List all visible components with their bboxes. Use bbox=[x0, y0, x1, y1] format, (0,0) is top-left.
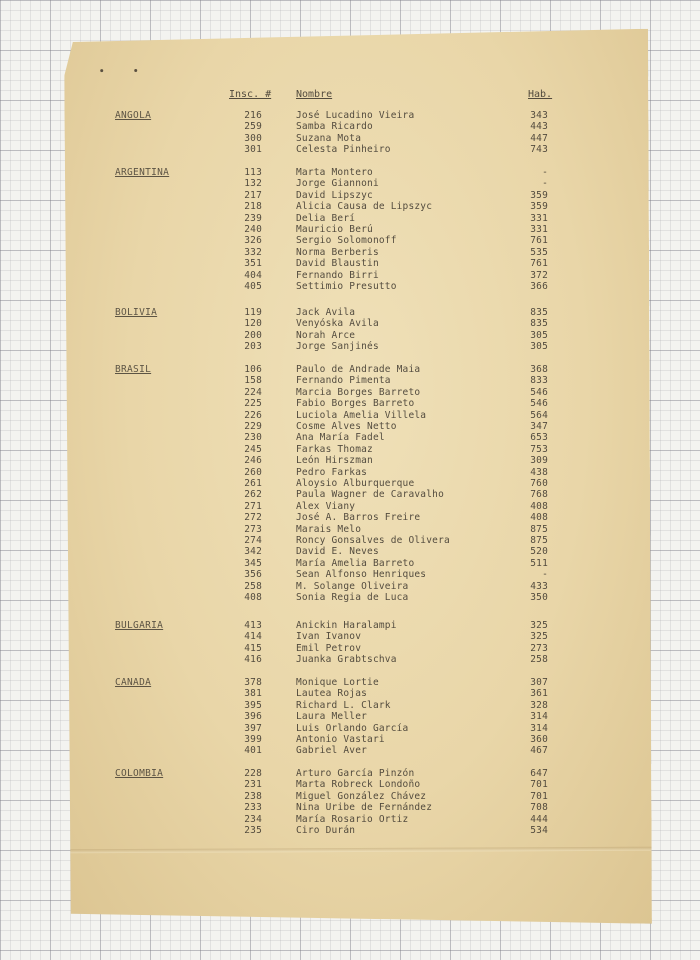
room-number: 331 bbox=[530, 212, 548, 224]
registration-number: 238 bbox=[244, 790, 262, 802]
registration-number: 415 bbox=[244, 642, 262, 654]
registration-number: 408 bbox=[244, 592, 262, 603]
participant-row bbox=[0, 734, 700, 745]
room-number: 753 bbox=[530, 443, 548, 455]
room-number: 761 bbox=[530, 235, 548, 247]
room-number: 305 bbox=[530, 329, 548, 341]
participant-row bbox=[0, 375, 700, 386]
participant-row bbox=[0, 654, 700, 665]
participant-name: Arturo García Pinzón bbox=[296, 768, 415, 779]
room-number: 314 bbox=[530, 722, 548, 734]
participant-row bbox=[0, 144, 700, 155]
room-number: 325 bbox=[530, 620, 548, 631]
participant-row bbox=[0, 802, 700, 813]
participant-name: M. Solange Oliveira bbox=[296, 580, 409, 592]
registration-number: 259 bbox=[244, 121, 262, 133]
participant-name: María Rosario Ortiz bbox=[296, 813, 409, 825]
room-number: - bbox=[542, 178, 548, 190]
participant-row bbox=[0, 569, 700, 580]
participant-name: Sean Alfonso Henriques bbox=[296, 569, 427, 581]
country-label: BRASIL bbox=[115, 364, 152, 375]
participant-row bbox=[0, 501, 700, 512]
registration-number: 258 bbox=[244, 580, 262, 592]
participant-row bbox=[0, 235, 700, 246]
participant-name: Antonio Vastari bbox=[296, 734, 385, 745]
participant-name: Paula Wagner de Caravalho bbox=[296, 489, 444, 501]
registration-number: 229 bbox=[244, 421, 262, 432]
participant-row bbox=[0, 643, 700, 654]
room-number: 743 bbox=[530, 144, 548, 156]
room-number: 366 bbox=[530, 281, 548, 292]
room-number: 564 bbox=[530, 409, 548, 421]
room-number: 314 bbox=[530, 711, 548, 723]
participant-name: Venyóska Avila bbox=[296, 318, 379, 330]
participant-name: David Lipszyc bbox=[296, 189, 373, 201]
registration-number: 235 bbox=[244, 825, 262, 836]
registration-number: 228 bbox=[244, 768, 262, 779]
registration-number: 273 bbox=[244, 523, 262, 535]
room-number: 309 bbox=[530, 455, 548, 467]
participant-row bbox=[0, 178, 700, 189]
participant-name: Lautea Rojas bbox=[296, 688, 368, 700]
participant-row bbox=[0, 133, 700, 144]
room-number: 647 bbox=[530, 768, 548, 779]
room-number: 835 bbox=[530, 307, 548, 318]
registration-number: 396 bbox=[244, 711, 262, 723]
registration-number: 262 bbox=[244, 489, 262, 501]
registration-number: 218 bbox=[244, 201, 262, 213]
registration-number: 119 bbox=[244, 307, 262, 318]
room-number: 258 bbox=[530, 654, 548, 666]
registration-number: 356 bbox=[244, 569, 262, 581]
registration-number: 401 bbox=[244, 745, 262, 757]
registration-number: 301 bbox=[244, 144, 262, 156]
participant-name: José Lucadino Vieira bbox=[296, 110, 415, 121]
paper-fold bbox=[68, 847, 652, 854]
participant-row bbox=[0, 330, 700, 341]
participant-name: Luis Orlando García bbox=[296, 722, 409, 734]
punch-hole bbox=[100, 69, 103, 72]
participant-name: Juanka Grabtschva bbox=[296, 654, 397, 666]
registration-number: 405 bbox=[244, 281, 262, 292]
registration-number: 397 bbox=[244, 722, 262, 734]
registration-number: 224 bbox=[244, 386, 262, 398]
room-number: - bbox=[542, 569, 548, 581]
participant-row bbox=[0, 723, 700, 734]
room-number: 534 bbox=[530, 825, 548, 836]
participant-name: Cosme Alves Netto bbox=[296, 421, 397, 432]
room-number: 273 bbox=[530, 642, 548, 654]
participant-row bbox=[0, 167, 700, 178]
participant-row bbox=[0, 700, 700, 711]
participant-name: Settimio Presutto bbox=[296, 281, 397, 292]
registration-number: 113 bbox=[244, 167, 262, 178]
room-number: 359 bbox=[530, 201, 548, 213]
registration-number: 395 bbox=[244, 699, 262, 711]
participant-row bbox=[0, 432, 700, 443]
participant-row bbox=[0, 814, 700, 825]
country-label: ARGENTINA bbox=[115, 167, 170, 178]
room-number: 875 bbox=[530, 535, 548, 546]
room-number: 408 bbox=[530, 500, 548, 512]
room-number: 307 bbox=[530, 677, 548, 688]
participant-name: Jorge Sanjinés bbox=[296, 341, 379, 353]
room-number: 760 bbox=[530, 478, 548, 489]
participant-row bbox=[0, 791, 700, 802]
room-number: 467 bbox=[530, 745, 548, 757]
participant-row bbox=[0, 688, 700, 699]
participant-name: Sergio Solomonoff bbox=[296, 235, 397, 247]
registration-number: 120 bbox=[244, 318, 262, 330]
room-number: 443 bbox=[530, 121, 548, 133]
room-number: 546 bbox=[530, 386, 548, 398]
participant-name: Monique Lortie bbox=[296, 677, 379, 688]
registration-number: 132 bbox=[244, 178, 262, 190]
participant-name: Emil Petrov bbox=[296, 642, 362, 654]
participant-row bbox=[0, 190, 700, 201]
participant-row bbox=[0, 341, 700, 352]
registration-number: 332 bbox=[244, 246, 262, 258]
participant-name: Celesta Pinheiro bbox=[296, 144, 391, 156]
registration-number: 260 bbox=[244, 466, 262, 478]
participant-name: Anickin Haralampi bbox=[296, 620, 397, 631]
room-number: 325 bbox=[530, 631, 548, 643]
participant-row bbox=[0, 524, 700, 535]
participant-row bbox=[0, 779, 700, 790]
room-number: 361 bbox=[530, 688, 548, 700]
participant-name: Delia Berí bbox=[296, 212, 356, 224]
participant-row bbox=[0, 364, 700, 375]
room-number: 835 bbox=[530, 318, 548, 330]
registration-number: 404 bbox=[244, 269, 262, 281]
country-label: BOLIVIA bbox=[115, 307, 158, 318]
registration-number: 217 bbox=[244, 189, 262, 201]
registration-number: 225 bbox=[244, 398, 262, 410]
participant-row bbox=[0, 247, 700, 258]
participant-name: Paulo de Andrade Maia bbox=[296, 364, 421, 375]
participant-row bbox=[0, 512, 700, 523]
room-number: 708 bbox=[530, 802, 548, 814]
registration-number: 230 bbox=[244, 432, 262, 444]
header-nombre: Nombre bbox=[296, 89, 333, 100]
room-number: 438 bbox=[530, 466, 548, 478]
registration-number: 216 bbox=[244, 110, 262, 121]
registration-number: 245 bbox=[244, 443, 262, 455]
room-number: 546 bbox=[530, 398, 548, 410]
participant-name: Nina Uribe de Fernández bbox=[296, 802, 433, 814]
participant-name: Fabio Borges Barreto bbox=[296, 398, 415, 410]
participant-row bbox=[0, 398, 700, 409]
registration-number: 378 bbox=[244, 677, 262, 688]
registration-number: 399 bbox=[244, 734, 262, 745]
participant-row bbox=[0, 592, 700, 603]
room-number: 875 bbox=[530, 523, 548, 535]
room-number: 653 bbox=[530, 432, 548, 444]
country-label: CANADA bbox=[115, 677, 152, 688]
registration-number: 351 bbox=[244, 258, 262, 270]
participant-row bbox=[0, 201, 700, 212]
participant-row bbox=[0, 825, 700, 836]
participant-row bbox=[0, 281, 700, 292]
participant-row bbox=[0, 270, 700, 281]
participant-name: Gabriel Aver bbox=[296, 745, 368, 757]
room-number: 444 bbox=[530, 813, 548, 825]
participant-name: Marta Montero bbox=[296, 167, 373, 178]
participant-name: Jorge Giannoni bbox=[296, 178, 379, 190]
participant-name: Fernando Pimenta bbox=[296, 375, 391, 387]
participant-row bbox=[0, 478, 700, 489]
participant-name: Jack Avila bbox=[296, 307, 356, 318]
participant-row bbox=[0, 318, 700, 329]
participant-name: Marcia Borges Barreto bbox=[296, 386, 421, 398]
room-number: 360 bbox=[530, 734, 548, 745]
registration-number: 231 bbox=[244, 779, 262, 791]
country-label: BULGARIA bbox=[115, 620, 164, 631]
registration-number: 345 bbox=[244, 557, 262, 569]
participant-row bbox=[0, 224, 700, 235]
participant-name: Farkas Thomaz bbox=[296, 443, 373, 455]
registration-number: 416 bbox=[244, 654, 262, 666]
participant-name: Pedro Farkas bbox=[296, 466, 368, 478]
participant-name: Sonia Regia de Luca bbox=[296, 592, 409, 603]
participant-row bbox=[0, 258, 700, 269]
participant-name: Miguel González Chávez bbox=[296, 790, 427, 802]
registration-number: 414 bbox=[244, 631, 262, 643]
participant-name: Aloysio Alburquerque bbox=[296, 478, 415, 489]
participant-name: Roncy Gonsalves de Olivera bbox=[296, 535, 450, 546]
registration-number: 272 bbox=[244, 512, 262, 524]
room-number: 372 bbox=[530, 269, 548, 281]
participant-name: Alicia Causa de Lipszyc bbox=[296, 201, 433, 213]
room-number: 761 bbox=[530, 258, 548, 270]
registration-number: 326 bbox=[244, 235, 262, 247]
participant-name: León Hirszman bbox=[296, 455, 373, 467]
participant-row bbox=[0, 213, 700, 224]
country-label: COLOMBIA bbox=[115, 768, 164, 779]
participant-name: Norah Arce bbox=[296, 329, 356, 341]
punch-hole bbox=[134, 69, 137, 72]
header-hab: Hab. bbox=[528, 89, 553, 100]
room-number: 535 bbox=[530, 246, 548, 258]
room-number: 347 bbox=[530, 421, 548, 432]
registration-number: 106 bbox=[244, 364, 262, 375]
registration-number: 239 bbox=[244, 212, 262, 224]
participant-name: Fernando Birri bbox=[296, 269, 379, 281]
participant-row bbox=[0, 711, 700, 722]
room-number: 331 bbox=[530, 224, 548, 235]
room-number: 343 bbox=[530, 110, 548, 121]
registration-number: 342 bbox=[244, 546, 262, 558]
country-label: ANGOLA bbox=[115, 110, 152, 121]
registration-number: 300 bbox=[244, 132, 262, 144]
participant-row bbox=[0, 677, 700, 688]
registration-number: 246 bbox=[244, 455, 262, 467]
registration-number: 158 bbox=[244, 375, 262, 387]
room-number: 520 bbox=[530, 546, 548, 558]
participant-row bbox=[0, 444, 700, 455]
participant-row bbox=[0, 631, 700, 642]
room-number: 350 bbox=[530, 592, 548, 603]
participant-name: Luciola Amelia Villela bbox=[296, 409, 427, 421]
participant-row bbox=[0, 467, 700, 478]
participant-name: Mauricio Berú bbox=[296, 224, 373, 235]
participant-row bbox=[0, 745, 700, 756]
room-number: - bbox=[542, 167, 548, 178]
registration-number: 413 bbox=[244, 620, 262, 631]
participant-row bbox=[0, 546, 700, 557]
room-number: 768 bbox=[530, 489, 548, 501]
room-number: 359 bbox=[530, 189, 548, 201]
room-number: 701 bbox=[530, 790, 548, 802]
participant-row bbox=[0, 110, 700, 121]
room-number: 701 bbox=[530, 779, 548, 791]
participant-name: Alex Viany bbox=[296, 500, 356, 512]
participant-row bbox=[0, 307, 700, 318]
participant-row bbox=[0, 768, 700, 779]
registration-number: 274 bbox=[244, 535, 262, 546]
registration-number: 234 bbox=[244, 813, 262, 825]
room-number: 408 bbox=[530, 512, 548, 524]
participant-name: Samba Ricardo bbox=[296, 121, 373, 133]
registration-number: 271 bbox=[244, 500, 262, 512]
room-number: 447 bbox=[530, 132, 548, 144]
participant-name: David Blaustin bbox=[296, 258, 379, 270]
room-number: 305 bbox=[530, 341, 548, 353]
participant-name: Ivan Ivanov bbox=[296, 631, 362, 643]
registration-number: 203 bbox=[244, 341, 262, 353]
room-number: 511 bbox=[530, 557, 548, 569]
room-number: 328 bbox=[530, 699, 548, 711]
participant-name: David E. Neves bbox=[296, 546, 379, 558]
participant-row bbox=[0, 455, 700, 466]
participant-name: Laura Meller bbox=[296, 711, 368, 723]
room-number: 833 bbox=[530, 375, 548, 387]
participant-row bbox=[0, 489, 700, 500]
registration-number: 233 bbox=[244, 802, 262, 814]
header-insc: Insc. # bbox=[229, 89, 272, 100]
participant-row bbox=[0, 581, 700, 592]
participant-name: Marais Melo bbox=[296, 523, 362, 535]
participant-name: Ciro Durán bbox=[296, 825, 356, 836]
registration-number: 200 bbox=[244, 329, 262, 341]
participant-name: Norma Berberis bbox=[296, 246, 379, 258]
participant-name: José A. Barros Freire bbox=[296, 512, 421, 524]
registration-number: 226 bbox=[244, 409, 262, 421]
room-number: 368 bbox=[530, 364, 548, 375]
participant-name: Richard L. Clark bbox=[296, 699, 391, 711]
registration-number: 381 bbox=[244, 688, 262, 700]
participant-name: María Amelia Barreto bbox=[296, 557, 415, 569]
participant-row bbox=[0, 535, 700, 546]
participant-row bbox=[0, 558, 700, 569]
room-number: 433 bbox=[530, 580, 548, 592]
registration-number: 240 bbox=[244, 224, 262, 235]
participant-name: Marta Robreck Londoño bbox=[296, 779, 421, 791]
participant-row bbox=[0, 620, 700, 631]
participant-row bbox=[0, 421, 700, 432]
participant-row bbox=[0, 410, 700, 421]
participant-name: Ana María Fadel bbox=[296, 432, 385, 444]
registration-number: 261 bbox=[244, 478, 262, 489]
participant-row bbox=[0, 387, 700, 398]
participant-name: Suzana Mota bbox=[296, 132, 362, 144]
participant-row bbox=[0, 121, 700, 132]
